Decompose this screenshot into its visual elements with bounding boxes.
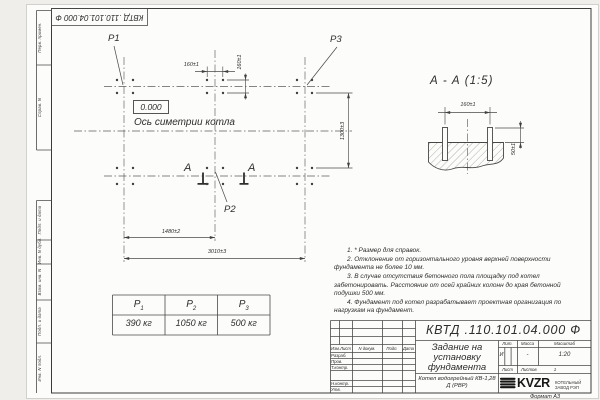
- section-view-title: А - А (1:5): [430, 75, 494, 87]
- dim-length-3010: 3010±3: [207, 249, 227, 255]
- section-view-body: [429, 128, 504, 171]
- dim-width-1300: 1300±3: [340, 121, 346, 141]
- tb-sheets-label: Листов: [521, 367, 537, 372]
- anchor-bolt-right: [488, 128, 493, 161]
- margin-column-label: Взам. инв. N: [36, 268, 42, 296]
- tb-col-izm: Изм.Лист: [331, 345, 351, 351]
- elevation-mark: 0.000: [133, 100, 169, 114]
- product-name: Котел водогрейный КВ-1,28 Д (РВР): [418, 375, 496, 389]
- dim-bolt-spacing-v: 160±1: [237, 54, 243, 70]
- load-point-p3-label: P3: [330, 34, 342, 45]
- tb-row-tkontr: Т.контр.: [331, 365, 349, 371]
- tb-row-utv: Утв.: [331, 387, 341, 393]
- note-1: 1. * Размер для справок.: [347, 247, 422, 254]
- load-table-value: 500 кг: [230, 318, 257, 328]
- designation-title-block: КВТД .110.101.04.000 Ф: [426, 322, 581, 337]
- load-table-header: $P_2$: [186, 298, 197, 312]
- tb-col-sign: Подп.: [386, 345, 398, 351]
- tb-col-date: Дата: [402, 345, 415, 351]
- load-table-value: 390 кг: [125, 318, 152, 328]
- company-caption: КОТЕЛЬНЫЙ ЗАВОД РЭП: [555, 379, 582, 390]
- section-letter-left: А: [184, 162, 192, 174]
- section-cut-marks: [198, 173, 249, 184]
- note-3: 3. В случае отсутствия бетонного пола площадку под котел забетонировать. Расстояние от осей крайних колонн до края бетонной подушки 500 мм.: [334, 272, 561, 298]
- margin-column-label: Инв. N дубл.: [36, 237, 42, 264]
- tb-row-nkontr: Н.контр.: [331, 381, 350, 387]
- notes-block: [334, 247, 588, 316]
- tb-sheets-value: 1: [553, 367, 557, 372]
- tb-col-docnum: N докум.: [358, 345, 376, 351]
- company-logo-icon: [501, 379, 515, 387]
- tb-scale-value: 1:20: [558, 352, 571, 358]
- margin-column-label: Подп. и дата: [36, 307, 42, 336]
- format-note: Формат А3: [529, 394, 561, 400]
- tb-row-razrab: Разраб.: [331, 353, 347, 359]
- anchor-bolt-left: [443, 128, 448, 161]
- margin-column-label: Перв. примен.: [36, 22, 42, 53]
- load-point-p2-label: P2: [224, 204, 236, 215]
- margin-column-label: Инв. N подл.: [36, 354, 42, 382]
- dim-bolt-spacing-h: 160±1: [183, 62, 199, 68]
- tb-row-prov: Пров.: [331, 359, 343, 365]
- load-point-p1-label: P1: [108, 33, 120, 44]
- designation-top-stamp: КВТД .110.101.04.000 Ф: [55, 12, 144, 22]
- tb-mass-label: Масса: [520, 341, 535, 346]
- load-table-value: 1050 кг: [175, 318, 207, 328]
- load-table-header: $P_1$: [133, 298, 144, 312]
- dim-section-bolt-spacing: 160±1: [460, 102, 476, 108]
- tb-mass-value: -: [526, 352, 529, 358]
- tb-sheet-label: Лист: [501, 367, 514, 372]
- axis-caption: Ось симетрии котла: [134, 116, 235, 128]
- tb-lit-value: И: [499, 352, 504, 358]
- note-4: 4. Фундамент под котел разрабатывает проектная организация по нагрузкам на фундамент.: [334, 298, 562, 315]
- section-letter-right: А: [248, 162, 256, 174]
- margin-column-label: Справ. N: [36, 97, 42, 118]
- plan-centerlines: [74, 50, 468, 262]
- dim-section-protrusion: 50±1: [511, 142, 517, 156]
- dim-length-1480: 1480±2: [161, 229, 181, 235]
- margin-column-label: Подп. и дата: [36, 205, 42, 235]
- document-title: Задание на установку фундамента: [427, 341, 487, 374]
- load-table-header: $P_3$: [238, 298, 249, 312]
- tb-scale-label: Масштаб: [553, 341, 576, 346]
- note-2: 2. Отклонение от горизонтального уровня верхней поверхности фундамента не более 10 мм.: [334, 255, 551, 272]
- anchor-bolt-dots: [116, 79, 313, 185]
- tb-lit-label: Лит.: [502, 341, 513, 346]
- company-logo-text: KVZR: [517, 375, 550, 390]
